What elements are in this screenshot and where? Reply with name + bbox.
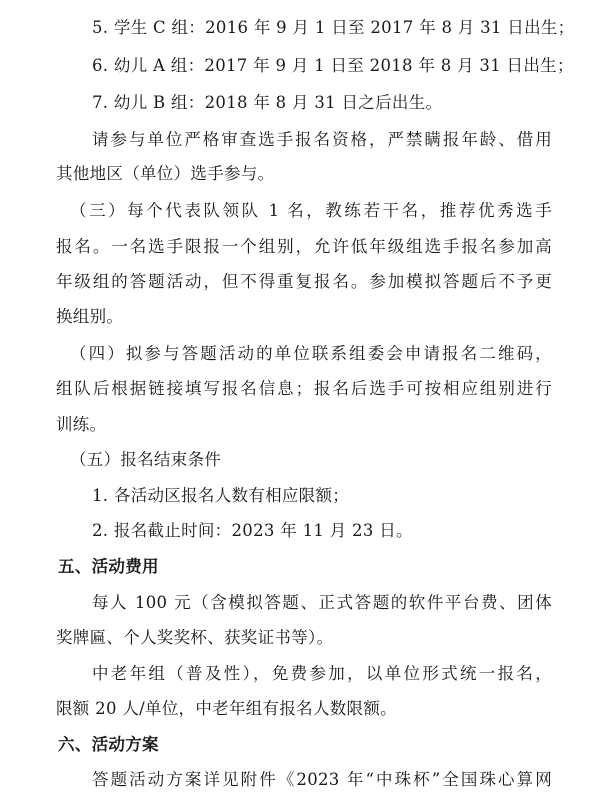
- text-line: 组队后根据链接填写报名信息；报名后选手可按相应组别进行: [56, 379, 552, 398]
- text-line: 每人 100 元（含模拟答题、正式答题的软件平台费、团体: [92, 593, 552, 612]
- text-line: （五）报名结束条件: [70, 450, 222, 469]
- text-line: 答题活动方案详见附件《2023 年“中珠杯”全国珠心算网: [92, 770, 552, 789]
- text-line: 训练。: [56, 415, 107, 434]
- text-line: 报名。一名选手限报一个组别，允许低年级组选手报名参加高: [56, 237, 552, 256]
- section-heading: 六、活动方案: [58, 735, 159, 754]
- text-line: （三）每个代表队领队 1 名，教练若干名，推荐优秀选手: [70, 201, 552, 220]
- text-line: 请参与单位严格审查选手报名资格，严禁瞒报年龄、借用: [92, 130, 552, 149]
- text-line: 换组别。: [56, 307, 124, 326]
- text-line: 限额 20 人/单位，中老年组有报名人数限额。: [56, 699, 397, 718]
- text-line: 中老年组（普及性），免费参加，以单位形式统一报名，: [92, 664, 552, 683]
- text-line: 5. 学生 C 组：2016 年 9 月 1 日至 2017 年 8 月 31 日出生；: [92, 18, 575, 37]
- text-line: 奖牌匾、个人奖奖杯、获奖证书等）。: [56, 628, 334, 647]
- text-line: （四）拟参与答题活动的单位联系组委会申请报名二维码，: [70, 344, 552, 363]
- text-line: 6. 幼儿 A 组：2017 年 9 月 1 日至 2018 年 8 月 31 日出生；: [92, 56, 574, 75]
- text-line: 其他地区（单位）选手参与。: [56, 164, 275, 183]
- text-line: 1. 各活动区报名人数有相应限额；: [92, 486, 350, 505]
- text-line: 年级组的答题活动，但不得重复报名。参加模拟答题后不予更: [56, 272, 552, 291]
- section-heading: 五、活动费用: [58, 557, 159, 576]
- text-line: 7. 幼儿 B 组：2018 年 8 月 31 日之后出生。: [92, 93, 443, 112]
- text-line: 2. 报名截止时间：2023 年 11 月 23 日。: [92, 521, 413, 540]
